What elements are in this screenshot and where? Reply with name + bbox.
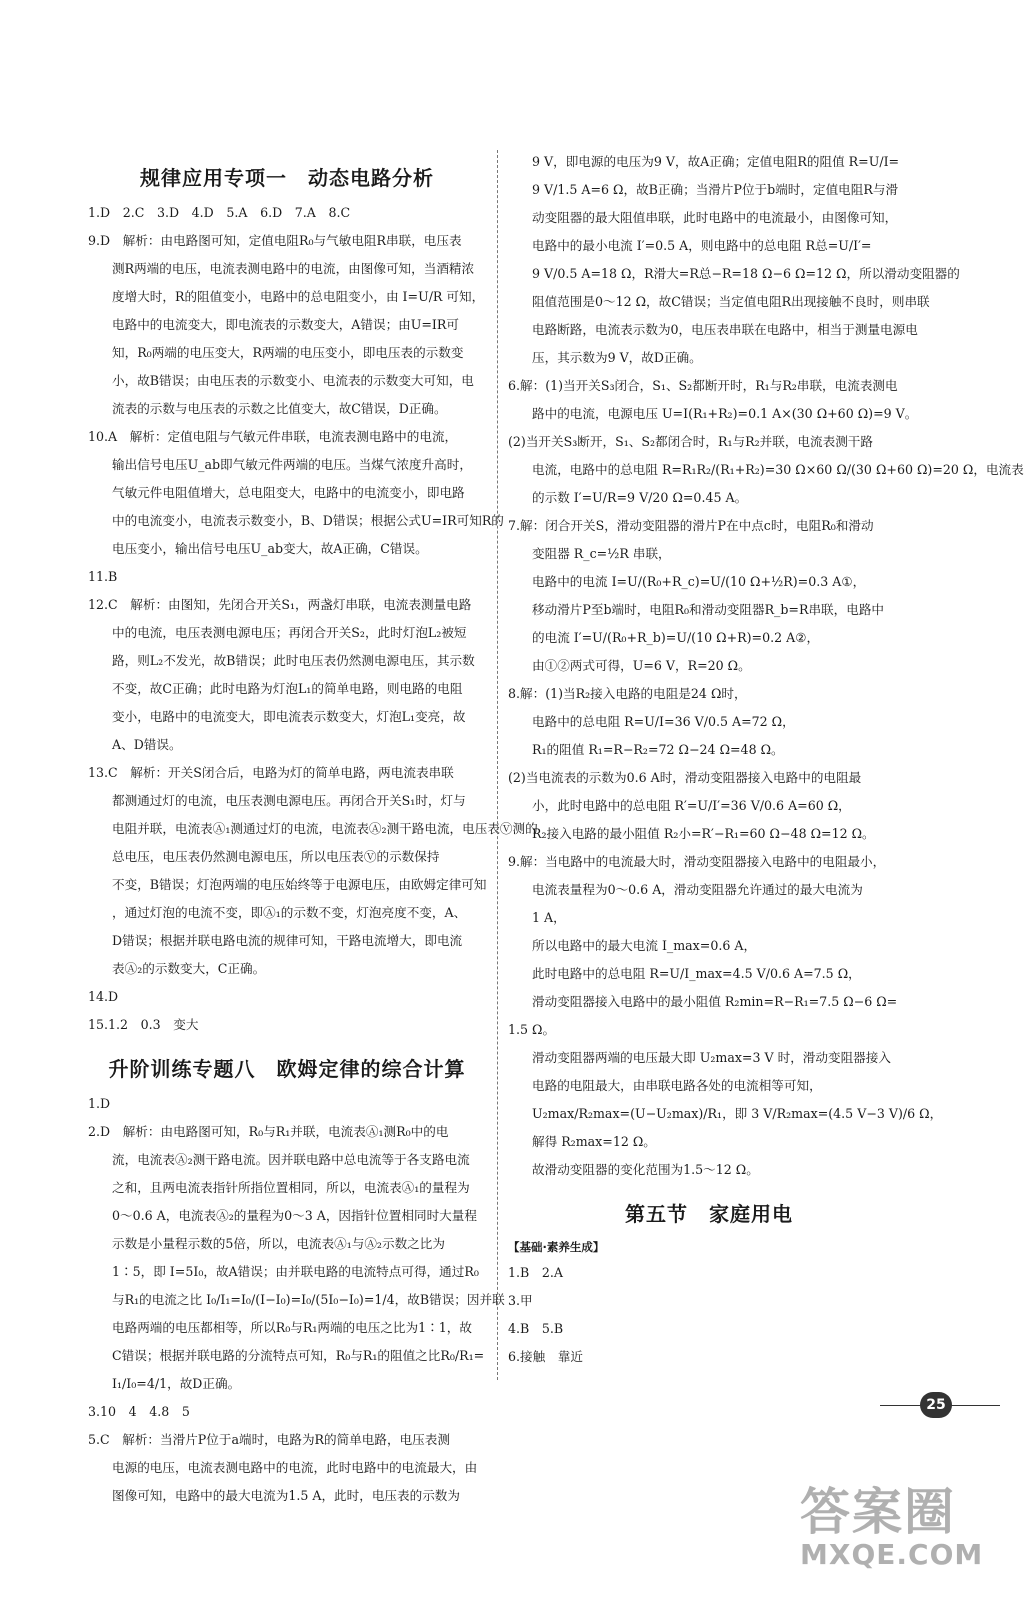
answer-line: 电路断路，电流表示数为0，电压表串联在电路中，相当于测量电源电 — [532, 322, 918, 337]
section-title-dynamic-circuit: 规律应用专项一 动态电路分析 — [140, 166, 434, 190]
answer-line: 表Ⓐ₂的示数变大，C正确。 — [112, 961, 266, 976]
answer-line: 度增大时，R的阻值变小，电路中的总电阻变小，由 I=U/R 可知， — [112, 289, 485, 304]
answer-line: 路，则L₂不发光，故B错误；此时电压表仍然测电源电压，其示数 — [112, 653, 475, 668]
answer-line: 流，电流表Ⓐ₂测干路电流。因并联电路中总电流等于各支路电流 — [112, 1152, 470, 1167]
answer-line: 3.10 4 4.8 5 — [88, 1404, 190, 1419]
right-column — [508, 148, 1024, 1371]
answer-line: 压，其示数为9 V，故D正确。 — [532, 350, 702, 365]
answer-line: 流表的示数与电压表的示数之比值变大，故C错误，D正确。 — [112, 401, 447, 416]
answer-line: 与R₁的电流之比 I₀/I₁=I₀/(I−I₀)=I₀/(5I₀−I₀)=1/4，故B错误；因并联 — [112, 1292, 505, 1307]
answer-line: 之和，且两电流表指针所指位置相同，所以，电流表Ⓐ₁的量程为 — [112, 1180, 470, 1195]
answer-line: R₂接入电路的最小阻值 R₂小=R′−R₁=60 Ω−48 Ω=12 Ω。 — [532, 826, 875, 841]
answer-line: 电阻并联，电流表Ⓐ₁测通过灯的电流，电流表Ⓐ₂测干路电流，电压表Ⓥ测的 — [112, 821, 538, 836]
answer-line: 输出信号电压U_ab即气敏元件两端的电压。当煤气浓度升高时， — [112, 457, 472, 472]
answer-line: 总电压，电压表仍然测电源电压，所以电压表Ⓥ的示数保持 — [112, 849, 440, 864]
answer-line: 15.1.2 0.3 变大 — [88, 1017, 199, 1032]
answer-line: 4.B 5.B — [508, 1321, 564, 1336]
answer-line: 电路的电阻最大，由串联电路各处的电流相等可知， — [532, 1078, 822, 1093]
answer-line: 气敏元件电阻值增大，总电阻变大，电路中的电流变小，即电路 — [112, 485, 465, 500]
watermark-text: 答案圈 — [800, 1483, 956, 1541]
answer-line: 小，此时电路中的总电阻 R′=U/I′=36 V/0.6 A=60 Ω， — [532, 798, 851, 813]
answer-line: 的电流 I′=U/(R₀+R_b)=U/(10 Ω+R)=0.2 A②， — [532, 630, 820, 645]
answer-line: 11.B — [88, 569, 118, 584]
answer-line: 故滑动变阻器的变化范围为1.5～12 Ω。 — [532, 1162, 759, 1177]
answer-line: 1.D — [88, 1096, 111, 1111]
answer-line: 变阻器 R_c=½R 串联， — [532, 546, 671, 561]
answer-line: (2)当电流表的示数为0.6 A时，滑动变阻器接入电路中的电阻最 — [508, 770, 862, 785]
answer-line: 1.D 2.C 3.D 4.D 5.A 6.D 7.A 8.C — [88, 205, 351, 220]
answer-line: R₁的阻值 R₁=R−R₂=72 Ω−24 Ω=48 Ω。 — [532, 742, 784, 757]
answer-line: 滑动变阻器两端的电压最大即 U₂max=3 V 时，滑动变阻器接入 — [532, 1050, 891, 1065]
answer-line: 不变，B错误；灯泡两端的电压始终等于电源电压，由欧姆定律可知 — [112, 877, 487, 892]
answer-line: 12.C 解析：由图知，先闭合开关S₁，两盏灯串联，电流表测量电路 — [88, 597, 472, 612]
answer-line: 1∶5，即 I=5I₀，故A错误；由并联电路的电流特点可得，通过R₀ — [112, 1264, 479, 1279]
answer-line: 所以电路中的最大电流 I_max=0.6 A， — [532, 938, 757, 953]
answer-line: 阻值范围是0～12 Ω，故C错误；当定值电阻R出现接触不良时，则串联 — [532, 294, 930, 309]
answer-line: 5.C 解析：当滑片P位于a端时，电路为R的简单电路，电压表测 — [88, 1432, 450, 1447]
answer-line: 电路中的最小电流 I′=0.5 A，则电路中的总电阻 R总=U/I′= — [532, 238, 872, 253]
answer-line: 电流，电路中的总电阻 R=R₁R₂/(R₁+R₂)=30 Ω×60 Ω/(30 Ω+60 Ω)=20 Ω，电流表 — [532, 462, 1024, 477]
answer-line: 10.A 解析：定值电阻与气敏元件串联，电流表测电路中的电流， — [88, 429, 458, 444]
section-label: 【基础·素养生成】 — [508, 1240, 605, 1254]
answer-line: 2.D 解析：由电路图可知，R₀与R₁并联，电流表Ⓐ₁测R₀中的电 — [88, 1124, 449, 1139]
answer-line: 由①②两式可得，U=6 V，R=20 Ω。 — [532, 658, 751, 673]
answers-block-4 — [508, 1259, 910, 1371]
answer-line: 不变，故C正确；此时电路为灯泡L₁的简单电路，则电路的电阻 — [112, 681, 463, 696]
answer-line: 6.接触 靠近 — [508, 1349, 583, 1364]
answer-line: 14.D — [88, 989, 119, 1004]
answer-line: 电源的电压，电流表测电路中的电流，此时电路中的电流最大，由 — [112, 1460, 478, 1475]
answer-line: ，通过灯泡的电流不变，即Ⓐ₁的示数不变，灯泡亮度不变，A、 — [112, 905, 467, 920]
watermark-url: MXQE.COM — [800, 1538, 984, 1571]
answer-line: 3.甲 — [508, 1293, 533, 1308]
answer-line: 示数是小量程示数的5倍，所以，电流表Ⓐ₁与Ⓐ₂示数之比为 — [112, 1236, 445, 1251]
answer-line: 解得 R₂max=12 Ω。 — [532, 1134, 656, 1149]
page-number: 25 — [920, 1392, 952, 1418]
answer-line: 电路中的电流变大，即电流表的示数变大，A错误；由U=IR可 — [112, 317, 459, 332]
answer-line: 电流表量程为0～0.6 A，滑动变阻器允许通过的最大电流为 — [532, 882, 863, 897]
answer-line: 9.解：当电路中的电流最大时，滑动变阻器接入电路中的电阻最小， — [508, 854, 886, 869]
answer-line: 滑动变阻器接入电路中的最小阻值 R₂min=R−R₁=7.5 Ω−6 Ω= — [532, 994, 898, 1009]
answers-block-2 — [88, 1090, 505, 1510]
answer-line: 1 A， — [532, 910, 566, 925]
answer-line: I₁/I₀=4/1，故D正确。 — [112, 1376, 241, 1391]
answer-line: 图像可知，电路中的最大电流为1.5 A，此时，电压表的示数为 — [112, 1488, 460, 1503]
answer-line: 7.解：闭合开关S，滑动变阻器的滑片P在中点c时，电阻R₀和滑动 — [508, 518, 874, 533]
answer-line: 动变阻器的最大阻值串联，此时电路中的电流最小，由图像可知， — [532, 210, 898, 225]
answer-line: 0～0.6 A，电流表Ⓐ₂的量程为0～3 A，因指针位置相同时大量程 — [112, 1208, 477, 1223]
answer-line: 移动滑片P至b端时，电阻R₀和滑动变阻器R_b=R串联，电路中 — [532, 602, 885, 617]
answer-line: 变小，电路中的电流变大，即电流表示数变大，灯泡L₁变亮，故 — [112, 709, 466, 724]
answer-line: C错误；根据并联电路的分流特点可知，R₀与R₁的阻值之比R₀/R₁= — [112, 1348, 485, 1363]
answer-line: 9 V/0.5 A=18 Ω，R滑大=R总−R=18 Ω−6 Ω=12 Ω，所以滑动变阻器的 — [532, 266, 960, 281]
answer-line: 此时电路中的总电阻 R=U/I_max=4.5 V/0.6 A=7.5 Ω， — [532, 966, 861, 981]
answer-line: 都测通过灯的电流，电压表测电源电压。再闭合开关S₁时，灯与 — [112, 793, 466, 808]
answer-line: 路中的电流，电源电压 U=I(R₁+R₂)=0.1 A×(30 Ω+60 Ω)=9 V。 — [532, 406, 918, 421]
answer-line: 电路两端的电压都相等，所以R₀与R₁两端的电压之比为1∶1，故 — [112, 1320, 472, 1335]
answer-line: 的示数 I′=U/R=9 V/20 Ω=0.45 A。 — [532, 490, 748, 505]
answer-line: 9 V/1.5 A=6 Ω，故B正确；当滑片P位于b端时，定值电阻R与滑 — [532, 182, 899, 197]
answer-line: 测R两端的电压，电流表测电路中的电流，由图像可知，当酒精浓 — [112, 261, 475, 276]
column-divider — [497, 150, 498, 1380]
watermark-logo — [800, 1483, 984, 1571]
section-title-ohm-law: 升阶训练专题八 欧姆定律的综合计算 — [108, 1057, 466, 1081]
answer-line: 中的电流变小，电流表示数变小，B、D错误；根据公式U=IR可知R的 — [112, 513, 504, 528]
answer-line: 小，故B错误；由电压表的示数变小、电流表的示数变大可知，电 — [112, 373, 474, 388]
section-title-home-electricity: 第五节 家庭用电 — [625, 1202, 793, 1226]
answer-line: 1.B 2.A — [508, 1265, 563, 1280]
answer-line: 中的电流，电压表测电源电压；再闭合开关S₂，此时灯泡L₂被短 — [112, 625, 467, 640]
answer-line: D错误；根据并联电路电流的规律可知，干路电流增大，即电流 — [112, 933, 463, 948]
answer-line: 电路中的电流 I=U/(R₀+R_c)=U/(10 Ω+½R)=0.3 A①， — [532, 574, 866, 589]
answer-line: (2)当开关S₃断开，S₁、S₂都闭合时，R₁与R₂并联，电流表测干路 — [508, 434, 873, 449]
answer-line: 6.解：(1)当开关S₃闭合，S₁、S₂都断开时，R₁与R₂串联，电流表测电 — [508, 378, 898, 393]
answer-line: A、D错误。 — [112, 737, 182, 752]
answers-block-3 — [508, 148, 1024, 1184]
answer-line: 1.5 Ω。 — [508, 1022, 556, 1037]
answer-line: 电压变小，输出信号电压U_ab变大，故A正确，C错误。 — [112, 541, 428, 556]
answer-line: U₂max/R₂max=(U−U₂max)/R₁，即 3 V/R₂max=(4.5 V−3 V)/6 Ω， — [532, 1106, 943, 1121]
answer-line: 9.D 解析：由电路图可知，定值电阻R₀与气敏电阻R串联，电压表 — [88, 233, 462, 248]
answer-line: 知，R₀两端的电压变大，R两端的电压变小，即电压表的示数变 — [112, 345, 464, 360]
answer-line: 8.解：(1)当R₂接入电路的电阻是24 Ω时， — [508, 686, 747, 701]
answer-line: 13.C 解析：开关S闭合后，电路为灯的简单电路，两电流表串联 — [88, 765, 454, 780]
answer-line: 9 V，即电源的电压为9 V，故A正确；定值电阻R的阻值 R=U/I= — [532, 154, 900, 169]
answer-line: 电路中的总电阻 R=U/I=36 V/0.5 A=72 Ω， — [532, 714, 795, 729]
